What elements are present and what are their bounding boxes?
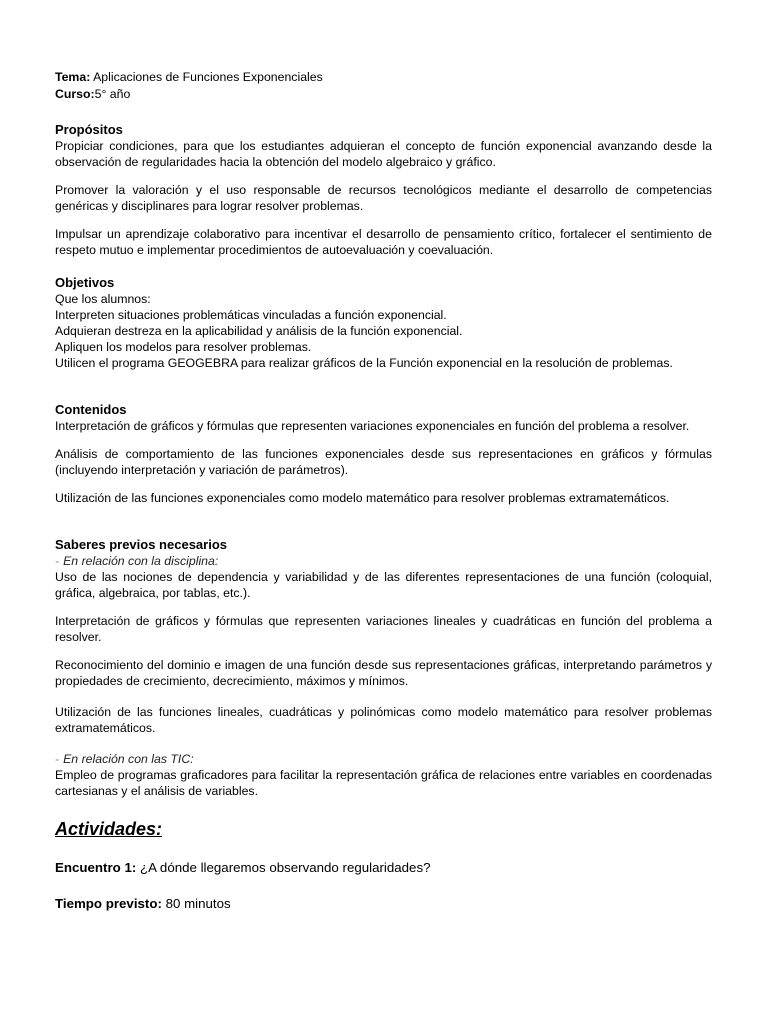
- saberes-paragraph: Utilización de las funciones lineales, cuadráticas y polinómicas como modelo matemático para resolver problemas extramatemáticos.: [55, 705, 712, 735]
- actividades-heading: Actividades:: [55, 819, 163, 839]
- objetivos-intro: Que los alumnos:: [55, 292, 151, 306]
- encuentro-line: [55, 860, 712, 876]
- tic-subheading: [55, 751, 712, 767]
- tiempo-value: 80 minutos: [165, 896, 231, 911]
- tiempo-line: [55, 896, 712, 912]
- encuentro-value: ¿A dónde llegaremos observando regularidades?: [139, 860, 431, 875]
- objetivo-item: Apliquen los modelos para resolver problemas.: [55, 340, 312, 354]
- propositos-paragraph: Propiciar condiciones, para que los estudiantes adquieran el concepto de función exponencial avanzando desde la observación de regularidades hacia la obtención del modelo algebraico y gráfico.: [55, 139, 712, 169]
- objetivo-item: Utilicen el programa GEOGEBRA para realizar gráficos de la Función exponencial en la resolución de problemas.: [55, 356, 673, 370]
- contenidos-paragraph: Interpretación de gráficos y fórmulas que representen variaciones exponenciales en función del problema a resolver.: [55, 419, 690, 433]
- curso-line: [55, 86, 712, 103]
- propositos-heading: Propósitos: [55, 122, 123, 137]
- curso-value: 5° año: [94, 87, 131, 101]
- tema-label: Tema:: [55, 70, 91, 84]
- tema-line: [55, 69, 712, 86]
- saberes-paragraph: Uso de las nociones de dependencia y variabilidad y de las diferentes representaciones de una función (coloquial, gráfica, algebraica, por tablas, etc.).: [55, 570, 712, 600]
- objetivo-item: Interpreten situaciones problemáticas vinculadas a función exponencial.: [55, 308, 447, 322]
- disciplina-subheading: [55, 553, 712, 569]
- curso-label: Curso:: [55, 87, 95, 101]
- propositos-paragraph: Impulsar un aprendizaje colaborativo para incentivar el desarrollo de pensamiento crítico, fortalecer el sentimiento de respeto mutuo e implementar procedimientos de autoevaluación y coevaluación.: [55, 227, 712, 257]
- disciplina-label: En relación con la disciplina:: [63, 554, 219, 568]
- objetivos-heading: Objetivos: [55, 275, 115, 290]
- tic-paragraph: Empleo de programas graficadores para facilitar la representación gráfica de relaciones entre variables en coordenadas cartesianas y el análisis de variables.: [55, 768, 712, 798]
- bullet-dash-icon: -: [55, 554, 60, 568]
- propositos-paragraph: Promover la valoración y el uso responsable de recursos tecnológicos mediante el desarrollo de competencias genéricas y disciplinares para lograr resolver problemas.: [55, 183, 712, 213]
- bullet-dash-icon: -: [55, 752, 60, 766]
- tiempo-label: Tiempo previsto:: [55, 896, 162, 911]
- saberes-heading: Saberes previos necesarios: [55, 537, 227, 552]
- tic-label: En relación con las TIC:: [63, 752, 194, 766]
- tema-value: Aplicaciones de Funciones Exponenciales: [93, 70, 323, 84]
- encuentro-label: Encuentro 1:: [55, 860, 137, 875]
- saberes-paragraph: Reconocimiento del dominio e imagen de una función desde sus representaciones gráficas, interpretando parámetros y propiedades de crecimiento, decrecimiento, máximos y mínimos.: [55, 658, 712, 688]
- contenidos-paragraph: Análisis de comportamiento de las funciones exponenciales desde sus representaciones en gráficos y fórmulas (incluyendo interpretación y variación de parámetros).: [55, 447, 712, 477]
- document-page: [55, 69, 712, 912]
- objetivo-item: Adquieran destreza en la aplicabilidad y análisis de la función exponencial.: [55, 324, 463, 338]
- saberes-paragraph: Interpretación de gráficos y fórmulas que representen variaciones lineales y cuadráticas en función del problema a resolver.: [55, 614, 712, 644]
- contenidos-paragraph: Utilización de las funciones exponenciales como modelo matemático para resolver problemas extramatemáticos.: [55, 491, 670, 505]
- contenidos-heading: Contenidos: [55, 402, 127, 417]
